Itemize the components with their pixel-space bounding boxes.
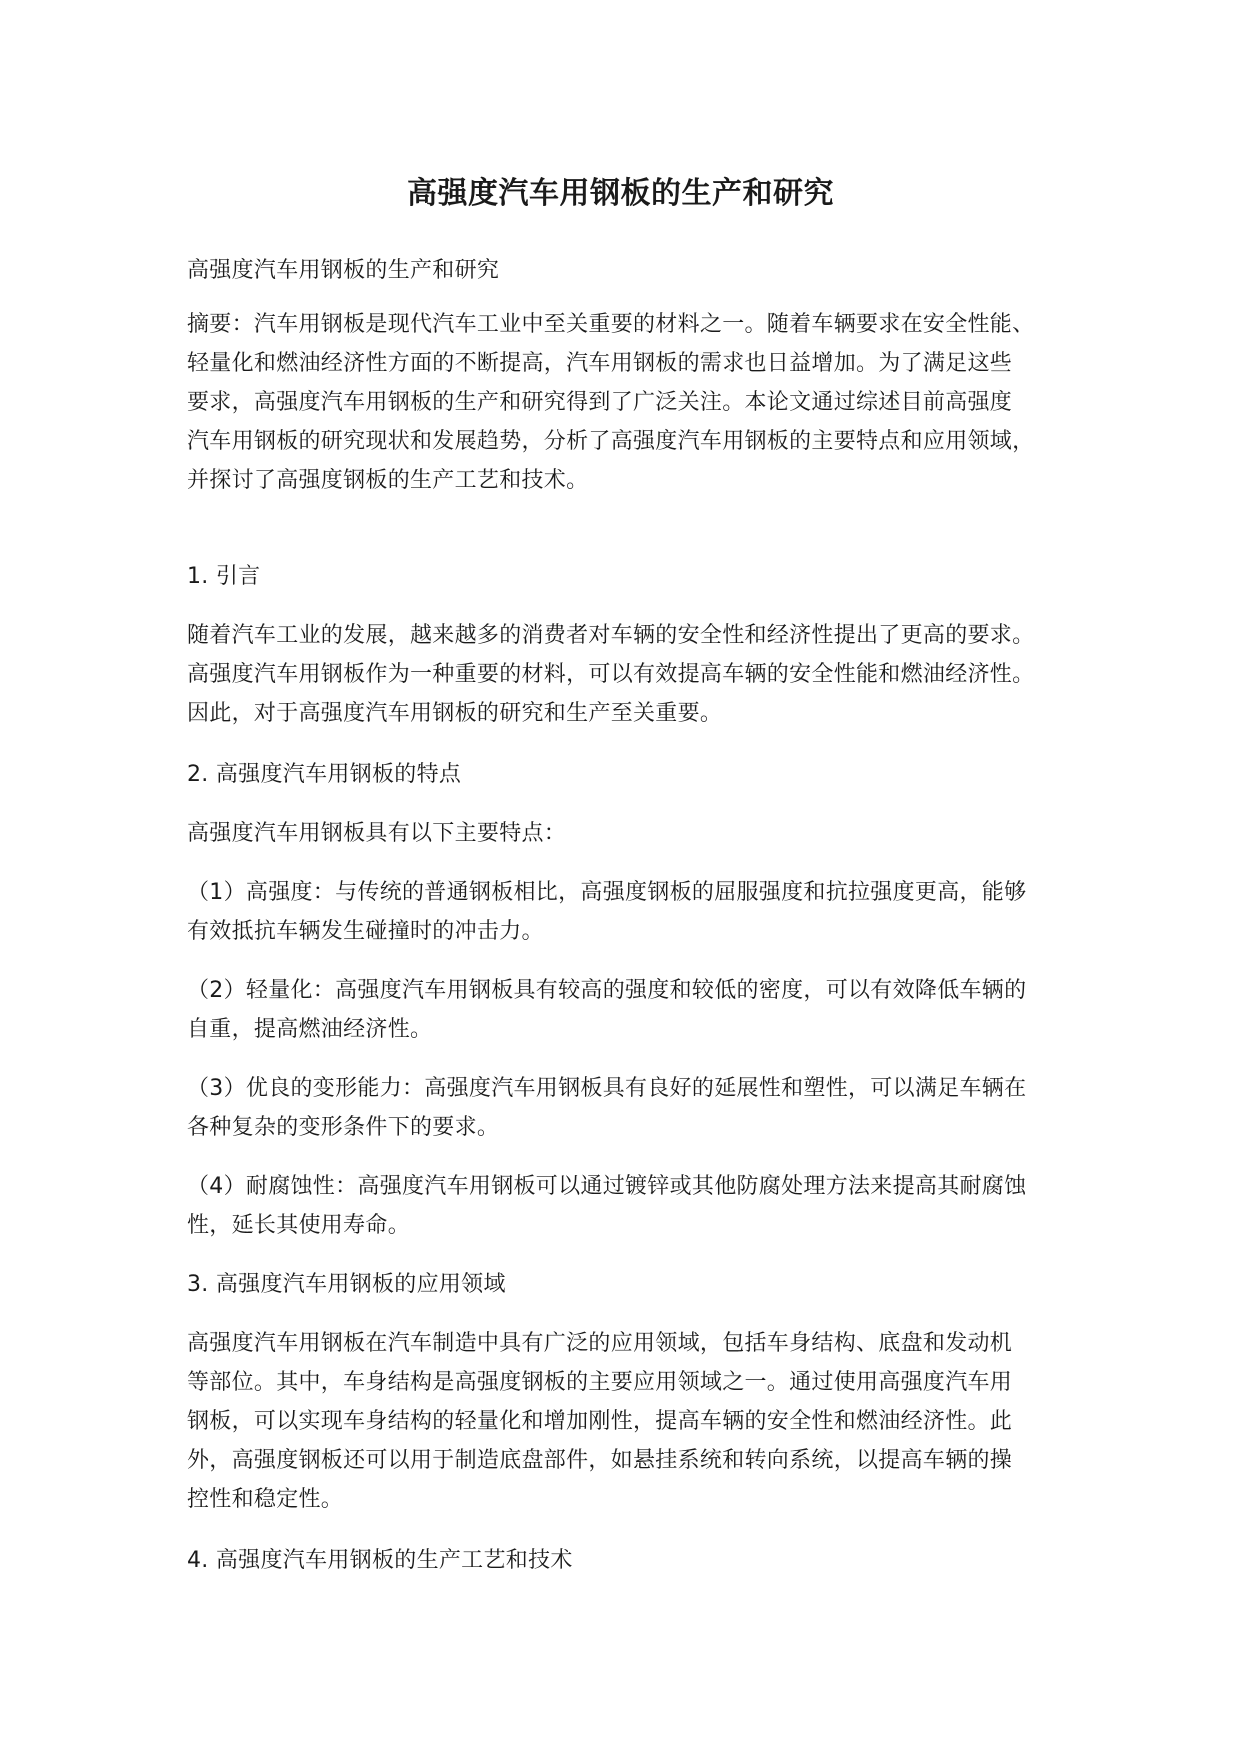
document-subtitle: 高强度汽车用钢板的生产和研究 [187, 258, 500, 283]
section1-heading: 1. 引言 [187, 564, 261, 589]
paragraph-line: 因此，对于高强度汽车用钢板的研究和生产至关重要。 [187, 701, 723, 726]
paragraph-line: 外，高强度钢板还可以用于制造底盘部件，如悬挂系统和转向系统，以提高车辆的操 [187, 1448, 1013, 1473]
section2-intro: 高强度汽车用钢板具有以下主要特点： [187, 821, 567, 846]
feature-3-paragraph [187, 1069, 1067, 1147]
paragraph-line: 高强度汽车用钢板作为一种重要的材料，可以有效提高车辆的安全性能和燃油经济性。 [187, 662, 1035, 687]
abstract-line: 并探讨了高强度钢板的生产工艺和技术。 [187, 468, 589, 493]
paragraph-line: 等部位。其中，车身结构是高强度钢板的主要应用领域之一。通过使用高强度汽车用 [187, 1370, 1013, 1395]
abstract-line: 汽车用钢板的研究现状和发展趋势，分析了高强度汽车用钢板的主要特点和应用领域， [187, 429, 1035, 454]
page-title: 高强度汽车用钢板的生产和研究 [407, 176, 834, 211]
section3-heading: 3. 高强度汽车用钢板的应用领域 [187, 1272, 506, 1297]
feature-1-paragraph [187, 873, 1067, 951]
paragraph-line: 自重，提高燃油经济性。 [187, 1017, 433, 1042]
paragraph-line: 控性和稳定性。 [187, 1487, 344, 1512]
paragraph-line: （4）耐腐蚀性：高强度汽车用钢板可以通过镀锌或其他防腐处理方法来提高其耐腐蚀 [187, 1174, 1027, 1199]
paragraph-line: 高强度汽车用钢板在汽车制造中具有广泛的应用领域，包括车身结构、底盘和发动机 [187, 1331, 1013, 1356]
abstract-line: 要求，高强度汽车用钢板的生产和研究得到了广泛关注。本论文通过综述目前高强度 [187, 390, 1013, 415]
section1-paragraph [187, 616, 1067, 733]
paragraph-line: 有效抵抗车辆发生碰撞时的冲击力。 [187, 919, 544, 944]
paragraph-line: （1）高强度：与传统的普通钢板相比，高强度钢板的屈服强度和抗拉强度更高，能够 [187, 880, 1027, 905]
abstract-paragraph [187, 305, 1067, 500]
paragraph-line: 随着汽车工业的发展，越来越多的消费者对车辆的安全性和经济性提出了更高的要求。 [187, 623, 1035, 648]
feature-2-paragraph [187, 971, 1067, 1049]
abstract-line: 摘要：汽车用钢板是现代汽车工业中至关重要的材料之一。随着车辆要求在安全性能、 [187, 312, 1035, 337]
section2-heading: 2. 高强度汽车用钢板的特点 [187, 762, 462, 787]
paragraph-line: 各种复杂的变形条件下的要求。 [187, 1115, 500, 1140]
paragraph-line: （3）优良的变形能力：高强度汽车用钢板具有良好的延展性和塑性，可以满足车辆在 [187, 1076, 1027, 1101]
section3-paragraph [187, 1324, 1067, 1519]
section4-heading: 4. 高强度汽车用钢板的生产工艺和技术 [187, 1548, 573, 1573]
paragraph-line: 钢板，可以实现车身结构的轻量化和增加刚性，提高车辆的安全性和燃油经济性。此 [187, 1409, 1013, 1434]
paragraph-line: （2）轻量化：高强度汽车用钢板具有较高的强度和较低的密度，可以有效降低车辆的 [187, 978, 1027, 1003]
feature-4-paragraph [187, 1167, 1067, 1245]
paragraph-line: 性，延长其使用寿命。 [187, 1213, 411, 1238]
abstract-line: 轻量化和燃油经济性方面的不断提高，汽车用钢板的需求也日益增加。为了满足这些 [187, 351, 1013, 376]
